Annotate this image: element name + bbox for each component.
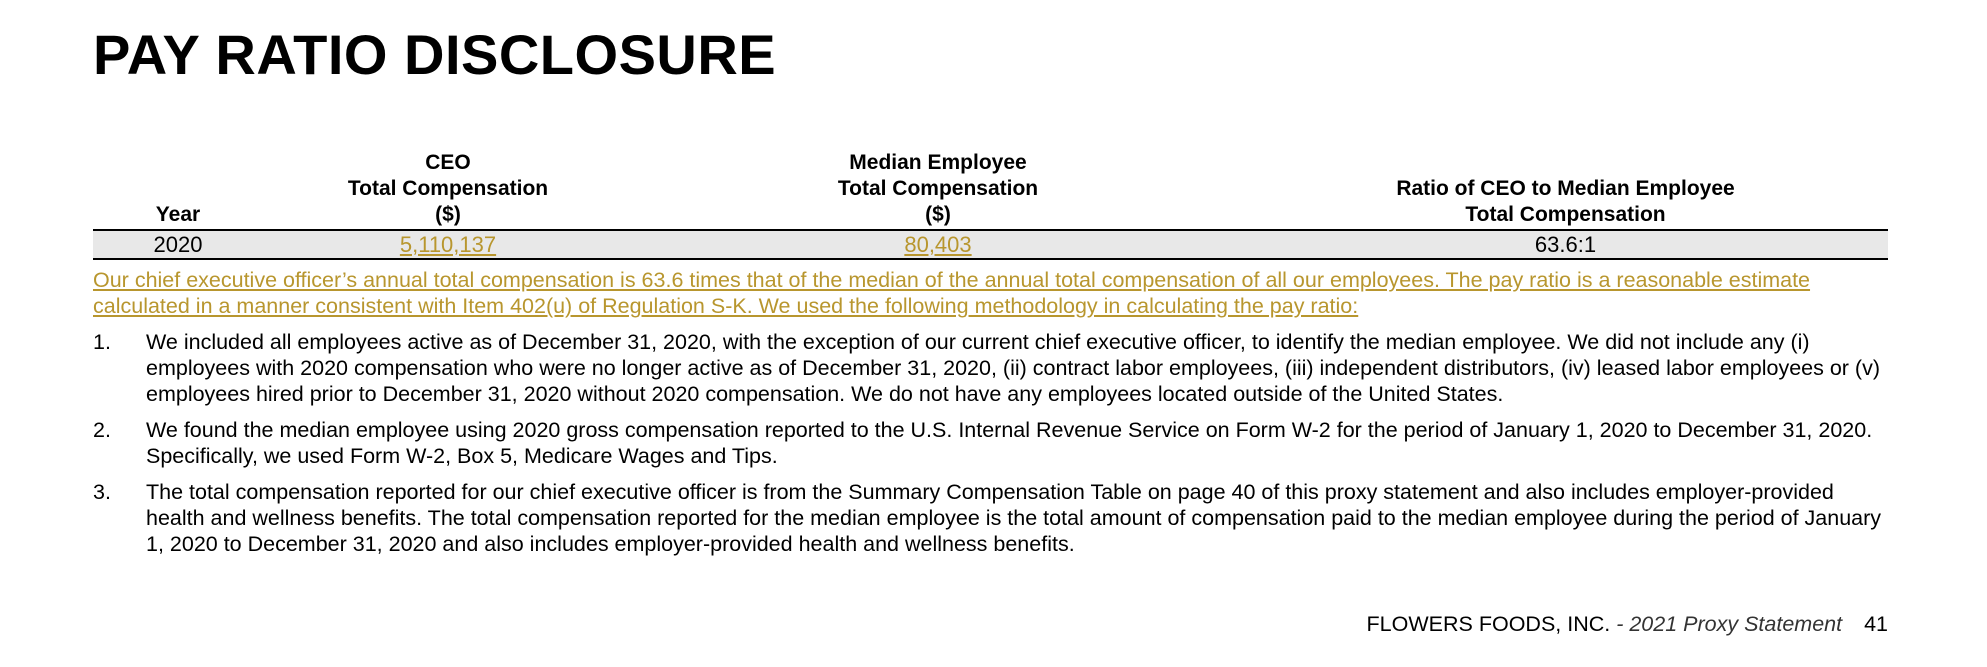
footer-company: FLOWERS FOODS, INC. — [1366, 612, 1611, 636]
median-compensation-link[interactable]: 80,403 — [904, 232, 972, 257]
list-item-text: The total compensation reported for our chief executive officer is from the Summary Compensation Table on page 40 of this proxy statement and also includes employer-provided health and wellness benefits. The total compensation reported for the median employee is the total amount of compensation paid to the median employee during the period of January 1, 2020 to December 31, 2020 and also includes employer-provided health and wellness benefits. — [146, 480, 1882, 556]
list-item — [93, 479, 1893, 557]
footer-document-title: 2021 Proxy Statement — [1629, 612, 1843, 636]
header-median-line-2: Total Compensation — [837, 177, 1039, 200]
ceo-compensation-link[interactable]: 5,110,137 — [399, 232, 497, 257]
header-median-line-3: ($) — [925, 203, 951, 226]
list-item-number: 1. — [93, 330, 111, 354]
header-ratio-line-1: Ratio of CEO to Median Employee — [1396, 177, 1735, 200]
header-year — [93, 150, 263, 230]
list-item-text: We found the median employee using 2020 gross compensation reported to the U.S. Internal Revenue Service on Form W-2 for the period of January 1, 2020 to December 31, 2020. Specifically, we used Form W-2, Box 5, Medicare Wages and Tips. — [146, 418, 1873, 468]
header-ceo-line-3: ($) — [435, 203, 461, 226]
list-item-number: 3. — [93, 480, 111, 504]
header-median-line-1: Median Employee — [849, 151, 1027, 174]
header-median-compensation — [633, 150, 1243, 230]
list-item-text: We included all employees active as of December 31, 2020, with the exception of our current chief executive officer, to identify the median employee. We did not include any (i) employees with 2020 compensation who were no longer active as of December 31, 2020, (ii) contract labor employees, (iii) independent distributors, (iv) leased labor employees or (v) employees hired prior to December 31, 2020 without 2020 compensation. We do not have any employees located outside of the United States. — [146, 330, 1881, 406]
table-header-row — [93, 150, 1888, 230]
header-year-label: Year — [155, 203, 201, 226]
list-item — [93, 329, 1893, 407]
page-footer — [1367, 611, 1888, 637]
footer-separator: - — [1610, 612, 1630, 636]
header-ceo-compensation — [263, 150, 633, 230]
methodology-list — [93, 329, 1893, 567]
header-ceo-line-1: CEO — [425, 151, 471, 174]
intro-paragraph — [93, 267, 1893, 319]
cell-year: 2020 — [93, 230, 263, 259]
intro-link[interactable]: Our chief executive officer’s annual total compensation is 63.6 times that of the median of the annual total compensation of all our employees. The pay ratio is a reasonable estimate calculated in a manner consistent with Item 402(u) of Regulation S-K. We used the following methodology in calculating the pay ratio: — [93, 268, 1811, 318]
cell-ratio: 63.6:1 — [1243, 230, 1888, 259]
cell-ceo-compensation — [263, 230, 633, 259]
header-ratio — [1243, 150, 1888, 230]
list-item-number: 2. — [93, 418, 111, 442]
page-title: PAY RATIO DISCLOSURE — [93, 23, 777, 86]
header-ceo-line-2: Total Compensation — [347, 177, 549, 200]
table-row — [93, 230, 1888, 259]
header-ratio-line-2: Total Compensation — [1465, 203, 1666, 226]
cell-median-compensation — [633, 230, 1243, 259]
page-number: 41 — [1864, 612, 1888, 636]
list-item — [93, 417, 1893, 469]
pay-ratio-table — [93, 150, 1888, 260]
